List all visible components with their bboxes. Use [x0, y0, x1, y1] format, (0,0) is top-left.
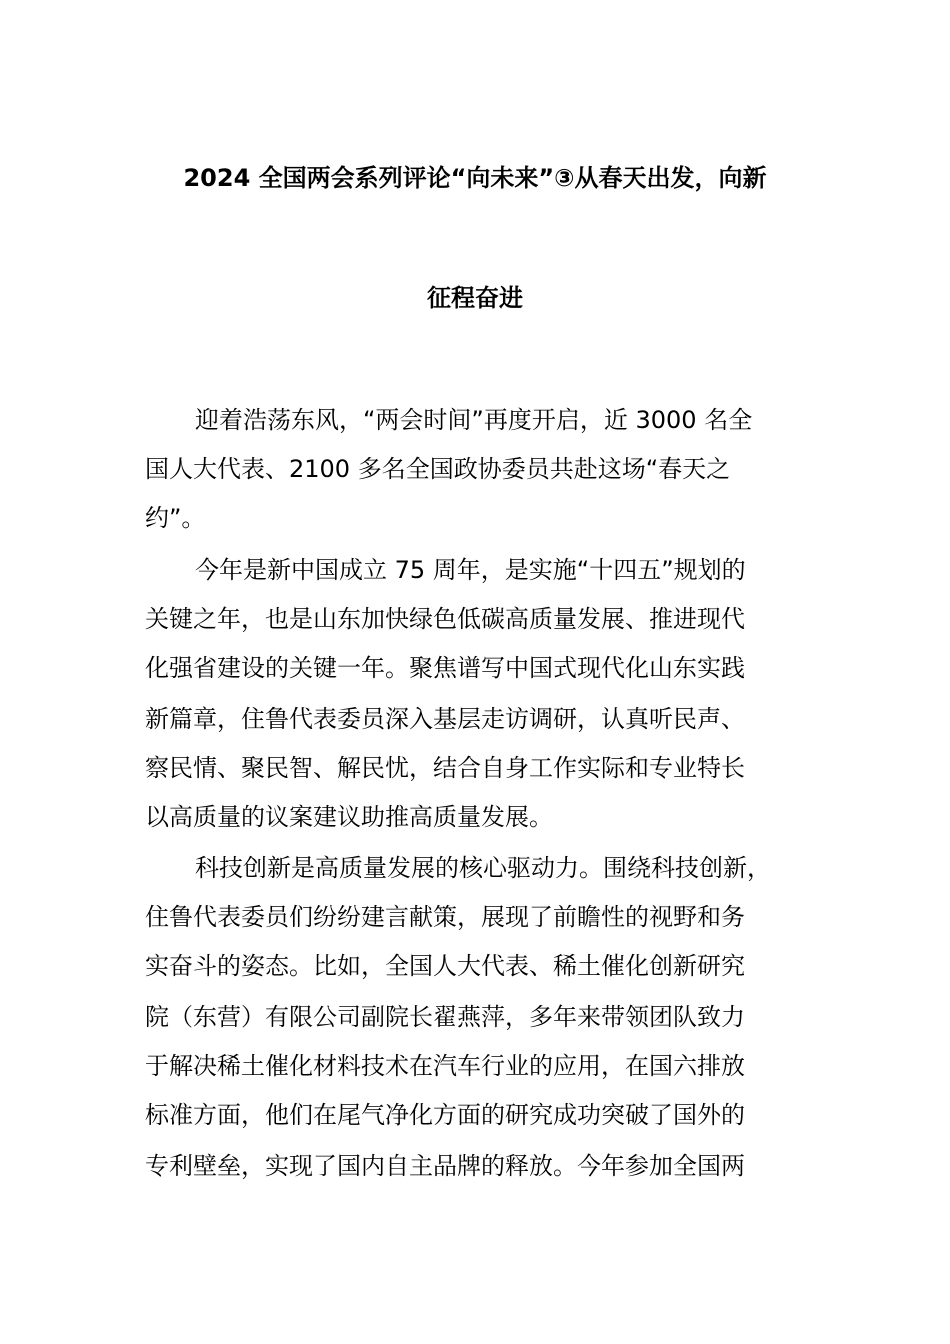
body-line: 迎着浩荡东风，“两会时间”再度开启，近 3000 名全 — [195, 406, 753, 434]
body-line: 实奋斗的姿态。比如，全国人大代表、稀土催化创新研究 — [145, 952, 745, 980]
body-line: 住鲁代表委员们纷纷建言献策，展现了前瞻性的视野和务 — [145, 903, 745, 931]
body-line: 今年是新中国成立 75 周年，是实施“十四五”规划的 — [195, 556, 746, 584]
document-title-line-2: 征程奋进 — [427, 284, 523, 312]
body-line: 以高质量的议案建议助推高质量发展。 — [145, 803, 553, 831]
body-line: 专利壁垒，实现了国内自主品牌的释放。今年参加全国两 — [145, 1152, 745, 1180]
body-line: 于解决稀土催化材料技术在汽车行业的应用，在国六排放 — [145, 1052, 745, 1080]
body-line: 察民情、聚民智、解民忧，结合自身工作实际和专业特长 — [145, 754, 745, 782]
body-line: 科技创新是高质量发展的核心驱动力。围绕科技创新， — [195, 854, 771, 882]
body-line: 新篇章，住鲁代表委员深入基层走访调研，认真听民声、 — [145, 705, 745, 733]
body-line: 约”。 — [145, 504, 206, 532]
body-line: 化强省建设的关键一年。聚焦谱写中国式现代化山东实践 — [145, 654, 745, 682]
body-line: 院（东营）有限公司副院长翟燕萍，多年来带领团队致力 — [145, 1003, 745, 1031]
body-line: 国人大代表、2100 多名全国政协委员共赴这场“春天之 — [145, 455, 731, 483]
body-line: 关键之年，也是山东加快绿色低碳高质量发展、推进现代 — [145, 605, 745, 633]
body-line: 标准方面，他们在尾气净化方面的研究成功突破了国外的 — [145, 1101, 745, 1129]
document-title-line-1: 2024 全国两会系列评论“向未来”③从春天出发，向新 — [183, 164, 767, 192]
